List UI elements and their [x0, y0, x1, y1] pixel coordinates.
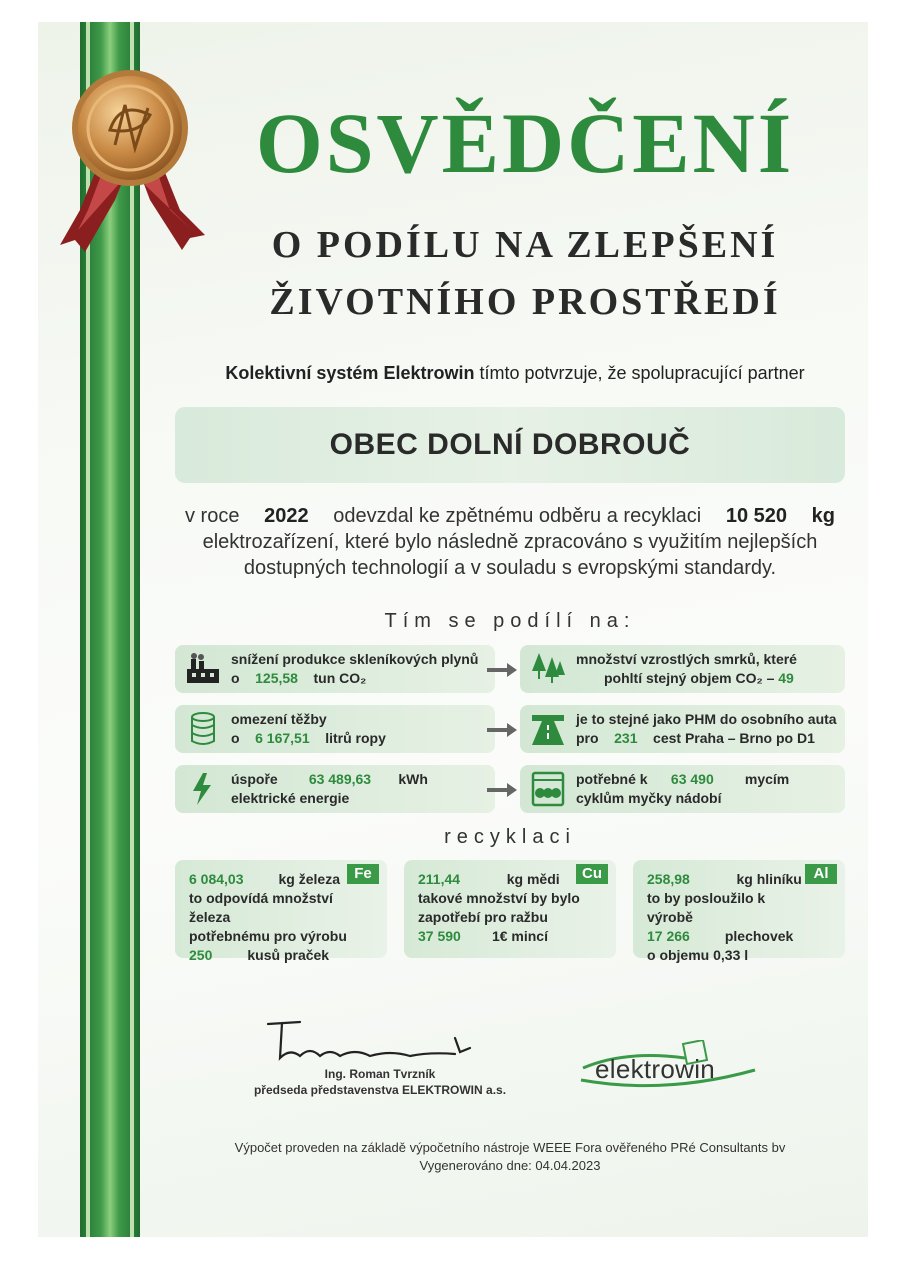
energy-label: úspoře	[231, 771, 278, 787]
energy-unit: kWh	[398, 771, 428, 787]
fuel-box	[520, 705, 845, 753]
trees-line1: množství vzrostlých smrků, které	[576, 651, 797, 667]
footer-note	[175, 1139, 845, 1175]
oil-unit: litrů ropy	[325, 730, 386, 746]
iron-symbol: Fe	[347, 864, 379, 884]
signatory-name: Ing. Roman Tvrzník	[324, 1067, 436, 1081]
arrow-right-icon	[487, 663, 517, 677]
logo-text-c: win	[675, 1054, 716, 1084]
recycling-statement	[175, 503, 845, 581]
signature-icon	[260, 1018, 490, 1068]
dishwasher-value: 63 490	[670, 771, 714, 787]
highway-icon	[530, 711, 566, 747]
iron-unit: kg železa	[278, 871, 340, 887]
para-line3: dostupných technologií a v souladu s evropskými standardy.	[243, 557, 777, 579]
co2-prefix: o	[231, 670, 240, 686]
aluminium-symbol: Al	[805, 864, 837, 884]
logo-text-a: elektr	[595, 1054, 661, 1084]
iron-count: 250	[189, 947, 213, 963]
copper-card	[404, 860, 616, 958]
arrow-right-icon	[487, 783, 517, 797]
dishwasher-line1: potřebné k	[576, 771, 648, 787]
intro-rest: tímto potvrzuje, že spolupracující partner	[474, 363, 805, 383]
logo-text-b: o	[660, 1054, 676, 1084]
iron-count-unit: kusů praček	[247, 947, 330, 963]
copper-count-unit: 1€ mincí	[491, 928, 548, 944]
partner-name: OBEC DOLNÍ DOBROUČ	[329, 428, 691, 461]
aluminium-count: 17 266	[647, 928, 690, 944]
fuel-value: 231	[614, 730, 638, 746]
aluminium-line2: to by posloužilo k výrobě	[647, 890, 766, 925]
copper-count: 37 590	[418, 928, 461, 944]
factory-icon	[185, 651, 221, 687]
footer-line2: Vygenerováno dne: 04.04.2023	[419, 1158, 601, 1173]
aluminium-value: 258,98	[647, 871, 690, 887]
para-amount: 10 520	[725, 505, 788, 527]
energy-value: 63 489,63	[308, 771, 372, 787]
co2-unit: tun CO₂	[313, 670, 367, 686]
co2-label: snížení produkce skleníkových plynů	[231, 651, 479, 667]
signatory-role: předseda představenstva ELEKTROWIN a.s.	[253, 1083, 507, 1097]
trees-value: 49	[778, 670, 794, 686]
oil-barrel-icon	[185, 711, 221, 747]
signatory-block	[230, 1066, 530, 1098]
dishwasher-box	[520, 765, 845, 813]
aluminium-card	[633, 860, 845, 963]
trees-icon	[530, 651, 566, 687]
oil-value: 6 167,51	[255, 730, 310, 746]
para-line2: elektrozařízení, které bylo následně zpracováno s využitím nejlepších	[202, 531, 818, 553]
intro-bold: Kolektivní systém Elektrowin	[225, 363, 475, 383]
iron-line3: potřebnému pro výrobu	[189, 928, 347, 944]
oil-prefix: o	[231, 730, 240, 746]
oil-reduction-box	[175, 705, 495, 753]
intro-text	[170, 363, 860, 384]
fuel-unit: cest Praha – Brno po D1	[653, 730, 815, 746]
contribute-heading: Tím se podílí na:	[384, 610, 636, 632]
trees-box	[520, 645, 845, 693]
energy-line2: elektrické energie	[231, 790, 350, 806]
fuel-line1: je to stejné jako PHM do osobního auta	[576, 711, 837, 727]
dishwasher-unit: mycím	[744, 771, 790, 787]
copper-line3: zapotřebí pro ražbu	[418, 909, 548, 925]
arrow-right-icon	[487, 723, 517, 737]
recycling-heading: recyklaci	[444, 826, 576, 848]
trees-line2: pohltí stejný objem CO₂ –	[604, 670, 775, 686]
aluminium-count-unit: plechovek	[724, 928, 794, 944]
para-year: 2022	[264, 505, 309, 527]
aluminium-unit: kg hliníku	[736, 871, 802, 887]
oil-label: omezení těžby	[231, 711, 327, 727]
copper-value: 211,44	[418, 871, 461, 887]
dishwasher-line2: cyklům myčky nádobí	[576, 790, 722, 806]
co2-reduction-box	[175, 645, 495, 693]
dishwasher-icon	[530, 771, 566, 807]
footer-line1: Výpočet proveden na základě výpočetního nástroje WEEE Fora ověřeného PRé Consultants bv	[234, 1140, 786, 1155]
energy-saving-box	[175, 765, 495, 813]
lightning-icon	[185, 771, 221, 807]
copper-symbol: Cu	[576, 864, 608, 884]
elektrowin-logo-text	[595, 1054, 715, 1085]
certificate-subtitle-line2: ŽIVOTNÍHO PROSTŘEDÍ	[269, 281, 781, 323]
co2-value: 125,58	[255, 670, 298, 686]
fuel-prefix: pro	[576, 730, 599, 746]
iron-card	[175, 860, 387, 963]
para-word-recycled: odevzdal ke zpětnému odběru a recyklaci	[333, 505, 702, 527]
para-unit: kg	[811, 505, 835, 527]
copper-line2: takové množství by bylo	[418, 890, 580, 906]
para-word-year-label: v roce	[185, 505, 240, 527]
iron-value: 6 084,03	[189, 871, 244, 887]
copper-unit: kg mědi	[506, 871, 560, 887]
certificate-title: OSVĚDČENÍ	[255, 95, 795, 191]
partner-name-box	[175, 407, 845, 483]
certificate-subtitle-line1: O PODÍLU NA ZLEPŠENÍ	[271, 224, 779, 266]
aluminium-extra: o objemu 0,33 l	[647, 947, 749, 963]
iron-line2: to odpovídá množství železa	[189, 890, 333, 925]
